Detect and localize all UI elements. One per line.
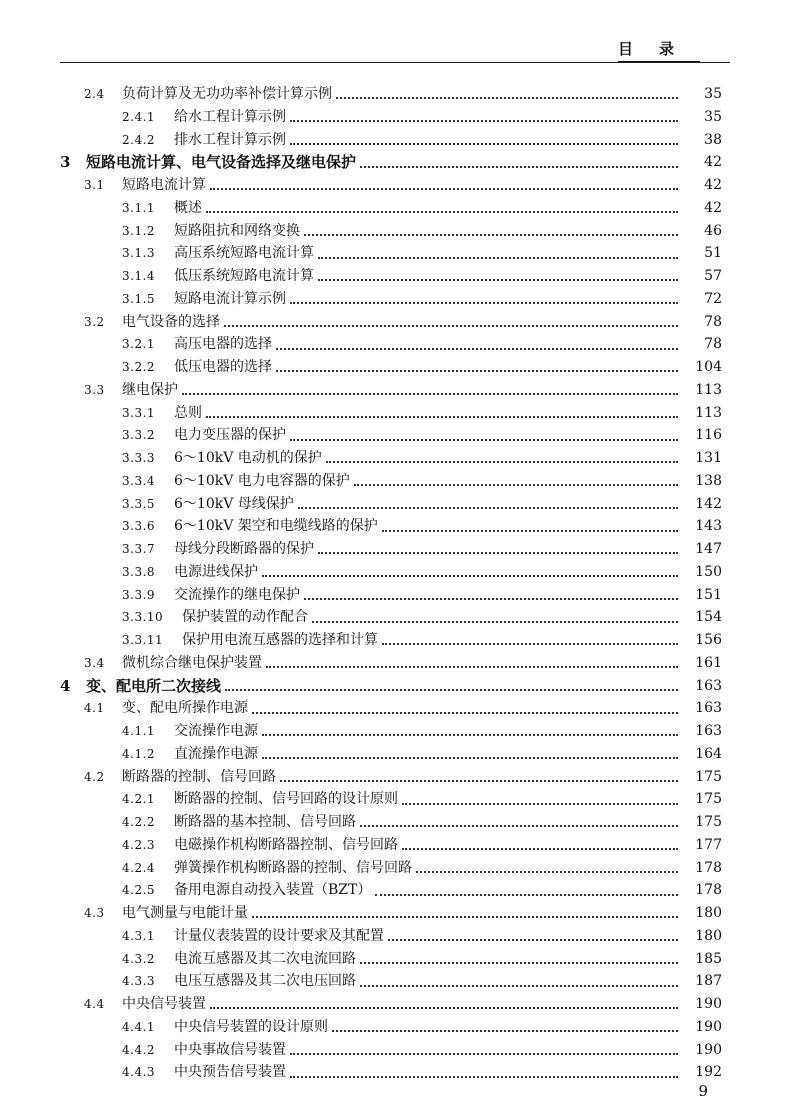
dot-leader	[225, 689, 678, 691]
toc-entry-page: 35	[704, 108, 722, 125]
dot-leader	[402, 848, 678, 850]
toc-entry[interactable]	[0, 902, 790, 925]
toc-entry[interactable]	[0, 151, 790, 174]
toc-entry-title: 6～10kV 电力电容器的保护	[174, 472, 350, 489]
toc-entry-page: 147	[695, 541, 722, 557]
toc-entry-title: 短路电流计算示例	[174, 290, 286, 307]
dot-leader	[252, 916, 678, 918]
toc-entry-number: 4.1.2	[122, 746, 156, 761]
toc-entry-page: 178	[695, 882, 722, 899]
toc-entry[interactable]	[0, 515, 790, 538]
toc-entry-page: 42	[704, 154, 722, 171]
toc-entry-title: 短路电流计算	[122, 177, 206, 193]
toc-entry-page: 78	[704, 313, 722, 330]
toc-entry-page: 151	[695, 586, 722, 603]
toc-entry-page: 175	[695, 791, 722, 808]
toc-entry-number: 3.4	[84, 655, 105, 670]
toc-entry-number: 3.1.4	[122, 269, 156, 283]
toc-entry[interactable]	[0, 83, 790, 106]
toc-entry-title: 保护装置的动作配合	[182, 609, 308, 626]
toc-entry-title: 短路阻抗和网络变换	[174, 222, 300, 239]
toc-entry-title: 计量仪表装置的设计要求及其配置	[174, 927, 384, 944]
toc-entry-number: 4.4.1	[122, 1019, 156, 1034]
page-header-title: 目录	[618, 38, 700, 62]
toc-entry-title: 负荷计算及无功功率补偿计算示例	[122, 86, 332, 102]
toc-entry-title: 电气设备的选择	[122, 313, 220, 330]
toc-entry-title: 电磁操作机构断路器控制、信号回路	[174, 836, 398, 853]
toc-entry-number: 4.3	[84, 906, 105, 920]
toc-entry[interactable]	[0, 584, 790, 607]
toc-entry-title: 变、配电所操作电源	[122, 700, 248, 717]
toc-entry-number: 4.4	[84, 997, 105, 1011]
toc-entry[interactable]	[0, 720, 790, 743]
toc-entry-page: 72	[704, 290, 722, 307]
toc-entry[interactable]	[0, 652, 790, 675]
toc-entry[interactable]	[0, 379, 790, 402]
dot-leader	[312, 621, 678, 623]
toc-entry-number: 3.3.11	[122, 633, 164, 647]
toc-entry-page: 190	[695, 1041, 722, 1058]
dot-leader	[276, 370, 678, 372]
toc-entry-page: 164	[695, 745, 722, 762]
toc-entry-number: 4.3.3	[122, 974, 156, 989]
dot-leader	[402, 803, 678, 805]
toc-entry-page: 42	[704, 199, 722, 216]
toc-entry-number: 4.2.4	[122, 860, 156, 875]
dot-leader	[382, 643, 678, 645]
toc-entry[interactable]	[0, 970, 790, 993]
toc-entry[interactable]	[0, 925, 790, 948]
toc-entry[interactable]	[0, 447, 790, 470]
toc-entry-title: 断路器的控制、信号回路	[122, 768, 276, 785]
toc-entry[interactable]	[0, 356, 790, 379]
toc-entry-page: 163	[695, 723, 722, 739]
toc-entry-page: 113	[695, 404, 722, 421]
toc-entry[interactable]	[0, 879, 790, 902]
toc-entry-title: 6～10kV 电动机的保护	[174, 450, 322, 466]
toc-entry[interactable]	[0, 402, 790, 425]
toc-entry-number: 3.1.5	[122, 291, 156, 306]
toc-entry-title: 断路器的基本控制、信号回路	[174, 814, 356, 830]
toc-entry[interactable]	[0, 311, 790, 334]
toc-entry-page: 163	[695, 677, 722, 694]
toc-entry[interactable]	[0, 743, 790, 766]
toc-entry-title: 中央信号装置的设计原则	[174, 1018, 328, 1035]
toc-entry-title: 弹簧操作机构断路器的控制、信号回路	[174, 859, 412, 876]
toc-entry[interactable]	[0, 197, 790, 220]
toc-entry[interactable]	[0, 493, 790, 516]
toc-entry-title: 中央信号装置	[122, 996, 206, 1012]
toc-entry-title: 电气测量与电能计量	[122, 905, 248, 921]
toc-entry-page: 46	[704, 222, 722, 239]
toc-entry-page: 190	[695, 996, 722, 1012]
dot-leader	[290, 143, 678, 145]
toc-entry[interactable]	[0, 1016, 790, 1039]
page-number: 9	[698, 1082, 708, 1100]
toc-entry-number: 3.3.1	[122, 405, 156, 420]
dot-leader	[382, 530, 678, 532]
toc-entry-number: 4.1.1	[122, 724, 156, 738]
dot-leader	[266, 666, 678, 668]
toc-entry-number: 4.2.5	[122, 883, 156, 898]
dot-leader	[262, 734, 678, 736]
toc-entry-page: 42	[704, 177, 722, 193]
toc-entry-title: 中央事故信号装置	[174, 1041, 286, 1058]
toc-entry-title: 母线分段断路器的保护	[174, 541, 314, 557]
dot-leader	[280, 780, 678, 782]
toc-entry[interactable]	[0, 333, 790, 356]
toc-entry[interactable]	[0, 174, 790, 197]
toc-entry-page: 113	[695, 381, 722, 398]
toc-entry-title: 保护用电流互感器的选择和计算	[182, 632, 378, 648]
toc-entry-number: 4.2	[84, 769, 105, 784]
toc-entry-page: 163	[695, 700, 722, 717]
dot-leader	[360, 985, 678, 987]
toc-entry[interactable]	[0, 288, 790, 311]
toc-entry-title: 排水工程计算示例	[174, 131, 286, 148]
toc-entry-title: 继电保护	[122, 381, 178, 398]
dot-leader	[375, 894, 678, 896]
toc-entry-page: 116	[695, 427, 722, 444]
toc-entry-number: 2.4.1	[122, 109, 156, 124]
toc-entry-number: 3.3.3	[122, 451, 156, 465]
toc-entry-number: 4.4.3	[122, 1065, 156, 1080]
toc-entry-number: 4.3.1	[122, 928, 156, 943]
toc-entry-page: 131	[695, 450, 722, 466]
dot-leader	[224, 325, 678, 327]
toc-entry-page: 35	[704, 86, 722, 102]
toc-entry-number: 2.4.2	[122, 132, 156, 147]
toc-entry[interactable]	[0, 948, 790, 971]
dot-leader	[304, 234, 678, 236]
toc-entry-title: 给水工程计算示例	[174, 108, 286, 125]
toc-entry-title: 直流操作电源	[174, 745, 258, 762]
toc-entry-page: 138	[695, 472, 722, 489]
dot-leader	[304, 598, 678, 600]
toc-entry-page: 142	[695, 495, 722, 512]
dot-leader	[332, 1030, 678, 1032]
table-of-contents	[0, 83, 790, 1084]
toc-entry[interactable]	[0, 265, 790, 288]
toc-entry[interactable]	[0, 470, 790, 493]
toc-entry-title: 低压电器的选择	[174, 359, 272, 375]
toc-entry[interactable]	[0, 629, 790, 652]
toc-entry[interactable]	[0, 1061, 790, 1084]
toc-entry-number: 4	[60, 676, 71, 695]
toc-entry-page: 104	[695, 359, 722, 375]
toc-entry-number: 3.2.1	[122, 337, 156, 352]
dot-leader	[318, 257, 678, 259]
toc-entry[interactable]	[0, 106, 790, 129]
toc-entry-number: 3.3.2	[122, 428, 156, 443]
toc-entry[interactable]	[0, 766, 790, 789]
toc-entry-page: 192	[695, 1064, 722, 1081]
toc-entry[interactable]	[0, 561, 790, 584]
toc-entry[interactable]	[0, 424, 790, 447]
toc-entry-title: 总则	[174, 404, 202, 421]
toc-entry-number: 3.1.2	[122, 223, 156, 238]
toc-entry-page: 51	[704, 245, 722, 262]
header-rule	[60, 62, 730, 63]
dot-leader	[290, 439, 678, 441]
dot-leader	[290, 1053, 678, 1055]
toc-entry-number: 3.3.6	[122, 519, 156, 534]
dot-leader	[388, 939, 678, 941]
toc-entry[interactable]	[0, 834, 790, 857]
toc-entry-page: 78	[704, 336, 722, 353]
dot-leader	[416, 871, 678, 873]
dot-leader	[290, 302, 678, 304]
toc-entry-title: 高压电器的选择	[174, 336, 272, 353]
toc-entry-number: 3.3.7	[122, 542, 156, 556]
toc-entry-title: 6～10kV 母线保护	[174, 495, 294, 512]
toc-entry-title: 断路器的控制、信号回路的设计原则	[174, 791, 398, 808]
dot-leader	[326, 461, 678, 463]
toc-entry-number: 3.1.3	[122, 246, 156, 261]
dot-leader	[298, 507, 678, 509]
dot-leader	[252, 712, 678, 714]
toc-entry-number: 4.2.1	[122, 792, 156, 807]
dot-leader	[276, 348, 678, 350]
toc-entry-page: 180	[695, 927, 722, 944]
toc-entry-number: 3.2.2	[122, 360, 156, 374]
toc-entry-page: 185	[695, 950, 722, 967]
dot-leader	[206, 211, 678, 213]
toc-entry-title: 电源进线保护	[174, 563, 258, 580]
toc-entry-title: 概述	[174, 199, 202, 216]
toc-entry-number: 3.3.8	[122, 564, 156, 579]
toc-entry-number: 4.3.2	[122, 951, 156, 966]
toc-entry-title: 变、配电所二次接线	[86, 676, 222, 695]
toc-entry-title: 电流互感器及其二次电流回路	[174, 950, 356, 967]
toc-entry-page: 177	[695, 836, 722, 853]
toc-entry-page: 190	[695, 1018, 722, 1035]
dot-leader	[354, 484, 678, 486]
toc-entry-page: 175	[695, 814, 722, 830]
toc-entry-number: 3.3.4	[122, 473, 156, 488]
toc-entry-number: 2.4	[84, 87, 105, 101]
toc-entry[interactable]	[0, 1039, 790, 1062]
toc-entry-title: 备用电源自动投入装置（BZT）	[174, 882, 372, 899]
toc-entry-title: 中央预告信号装置	[174, 1064, 286, 1081]
toc-entry-page: 143	[695, 518, 722, 535]
toc-entry-number: 4.1	[84, 701, 105, 716]
toc-entry-page: 57	[704, 268, 722, 284]
toc-entry-number: 3.3	[84, 382, 105, 397]
dot-leader	[360, 962, 678, 964]
dot-leader	[336, 97, 678, 99]
dot-leader	[210, 1007, 678, 1009]
toc-entry-page: 187	[695, 973, 722, 990]
dot-leader	[360, 166, 678, 168]
toc-entry[interactable]	[0, 788, 790, 811]
toc-entry-number: 4.2.3	[122, 837, 156, 852]
dot-leader	[318, 279, 678, 281]
toc-entry[interactable]	[0, 220, 790, 243]
toc-entry[interactable]	[0, 857, 790, 880]
toc-entry-page: 150	[695, 563, 722, 580]
toc-entry-page: 161	[695, 654, 722, 671]
toc-entry[interactable]	[0, 129, 790, 152]
toc-entry-title: 微机综合继电保护装置	[122, 654, 262, 671]
dot-leader	[290, 1076, 678, 1078]
dot-leader	[290, 120, 678, 122]
toc-entry[interactable]	[0, 993, 790, 1016]
toc-entry-page: 175	[695, 768, 722, 785]
toc-entry[interactable]	[0, 811, 790, 834]
toc-entry-title: 高压系统短路电流计算	[174, 245, 314, 262]
toc-entry-page: 38	[704, 131, 722, 148]
toc-entry-title: 交流操作的继电保护	[174, 586, 300, 603]
toc-entry-page: 156	[695, 632, 722, 648]
toc-entry[interactable]	[0, 697, 790, 720]
toc-entry-number: 3.3.9	[122, 587, 156, 602]
toc-entry[interactable]	[0, 242, 790, 265]
dot-leader	[318, 552, 678, 554]
dot-leader	[210, 188, 678, 190]
toc-entry-page: 178	[695, 859, 722, 876]
toc-entry-number: 3.1.1	[122, 200, 156, 215]
toc-entry-number: 3.3.10	[122, 610, 164, 625]
toc-entry[interactable]	[0, 606, 790, 629]
toc-entry-title: 6～10kV 架空和电缆线路的保护	[174, 518, 378, 535]
dot-leader	[182, 393, 678, 395]
dot-leader	[262, 757, 678, 759]
toc-entry-number: 4.2.2	[122, 815, 156, 829]
toc-entry-number: 3.1	[84, 178, 105, 192]
dot-leader	[206, 416, 678, 418]
dot-leader	[262, 575, 678, 577]
toc-entry-number: 3	[60, 153, 71, 172]
toc-entry[interactable]	[0, 538, 790, 561]
toc-entry-number: 3.2	[84, 314, 105, 329]
toc-entry-title: 低压系统短路电流计算	[174, 268, 314, 284]
toc-entry-title: 电力变压器的保护	[174, 427, 286, 444]
toc-entry[interactable]	[0, 675, 790, 698]
toc-entry-title: 电压互感器及其二次电压回路	[174, 973, 356, 990]
toc-entry-title: 短路电流计算、电气设备选择及继电保护	[86, 153, 357, 172]
dot-leader	[360, 825, 678, 827]
toc-entry-number: 3.3.5	[122, 496, 156, 511]
toc-entry-page: 180	[695, 905, 722, 921]
toc-entry-number: 4.4.2	[122, 1042, 156, 1057]
toc-entry-page: 154	[695, 609, 722, 626]
toc-entry-title: 交流操作电源	[174, 723, 258, 739]
